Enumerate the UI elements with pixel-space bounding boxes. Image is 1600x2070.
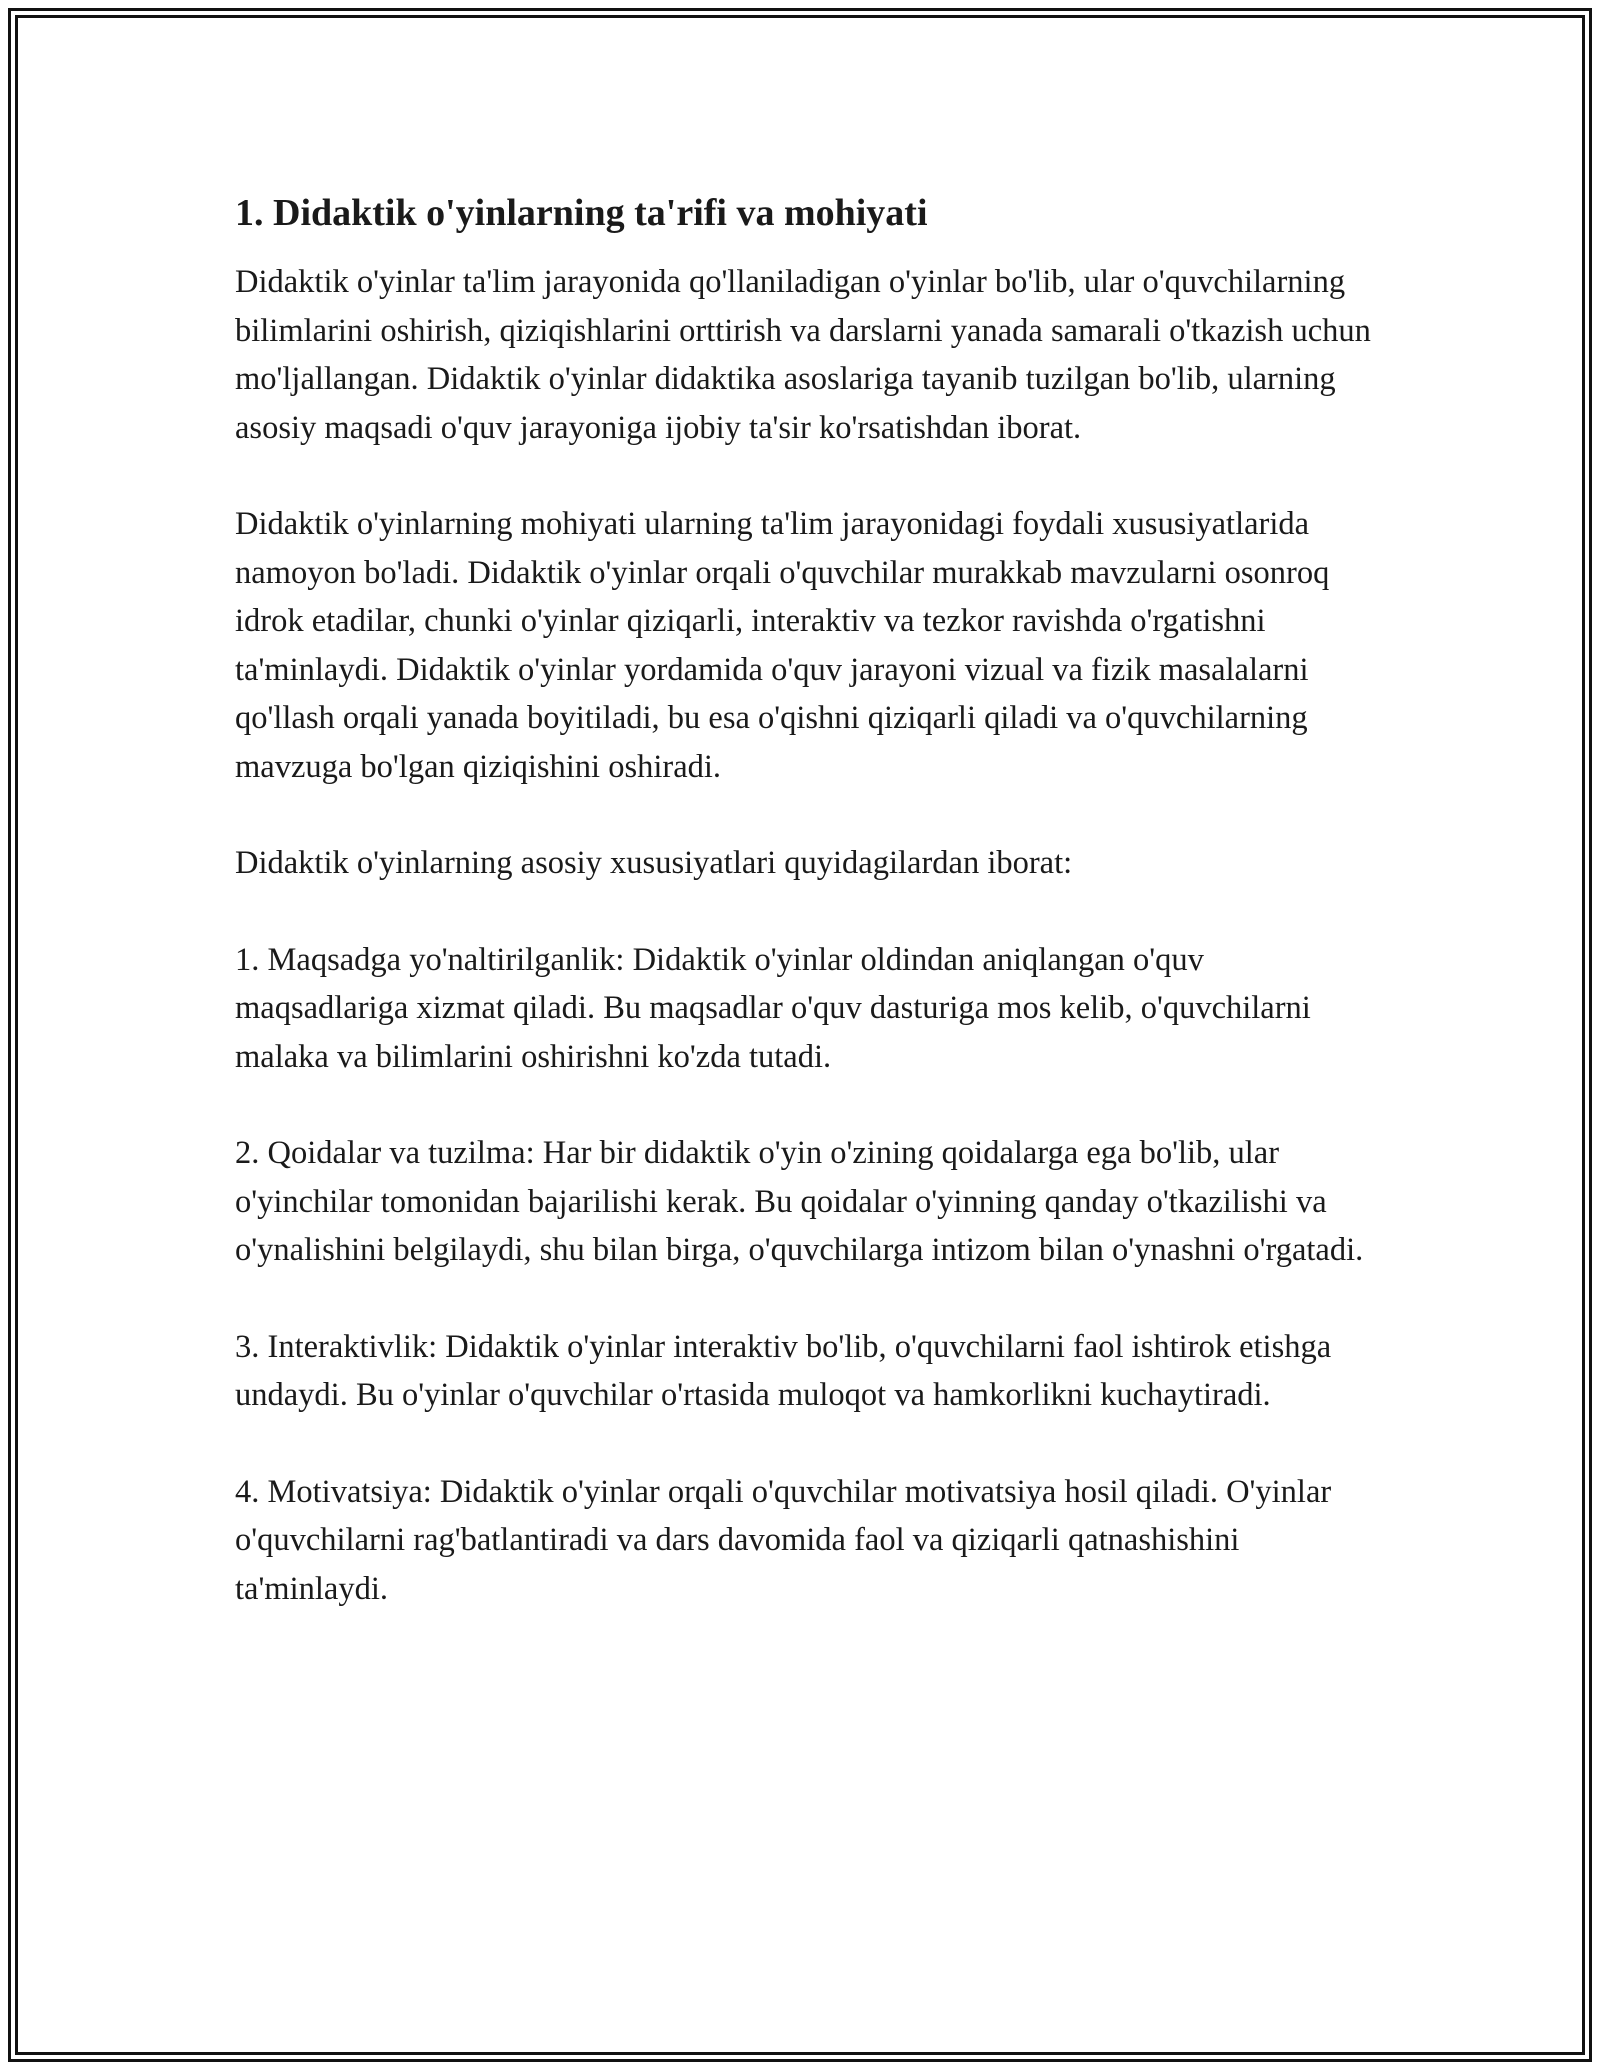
list-item-purpose: 1. Maqsadga yo'naltirilganlik: Didaktik o'yinlar oldindan aniqlangan o'quv maqsadlariga xizmat qiladi. Bu maqsadlar o'quv dasturiga mos kelib, o'quvchilarni malaka va bilimlarini oshirishni ko'zda tutadi. <box>235 941 1311 1075</box>
list-item-interactivity: 3. Interaktivlik: Didaktik o'yinlar interaktiv bo'lib, o'quvchilarni faol ishtirok etishga undaydi. Bu o'yinlar o'quvchilar o'rtasida muloqot va hamkorlikni kuchaytiradi. <box>235 1328 1332 1413</box>
document-body <box>235 188 1375 1661</box>
list-item-motivation: 4. Motivatsiya: Didaktik o'yinlar orqali o'quvchilar motivatsiya hosil qiladi. O'yinlar o'quvchilarni rag'batlantiradi va dars davomida faol va qiziqarli qatnashishini ta'minlaydi. <box>235 1473 1332 1607</box>
section-heading: 1. Didaktik o'yinlarning ta'rifi va mohiyati <box>235 192 928 234</box>
paragraph-definition: Didaktik o'yinlar ta'lim jarayonida qo'llaniladigan o'yinlar bo'lib, ular o'quvchilarning bilimlarini oshirish, qiziqishlarini orttirish va darslarni yanada samarali o'tkazish uchun mo'ljallangan. Didaktik o'yinlar didaktika asoslariga tayanib tuzilgan bo'lib, ularning asosiy maqsadi o'quv jarayoniga ijobiy ta'sir ko'rsatishdan iborat. <box>235 264 1371 446</box>
paragraph-features-intro: Didaktik o'yinlarning asosiy xususiyatlari quyidagilardan iborat: <box>235 845 1073 881</box>
paragraph-essence: Didaktik o'yinlarning mohiyati ularning ta'lim jarayonidagi foydali xususiyatlarida namoyon bo'ladi. Didaktik o'yinlar orqali o'quvchilar murakkab mavzularni osonroq idrok etadilar, chunki o'yinlar qiziqarli, interaktiv va tezkor ravishda o'rgatishni ta'minlaydi. Didaktik o'yinlar yordamida o'quv jarayoni vizual va fizik masalalarni qo'llash orqali yanada boyitiladi, bu esa o'qishni qiziqarli qiladi va o'quvchilarning mavzuga bo'lgan qiziqishini oshiradi. <box>235 506 1330 785</box>
list-item-rules: 2. Qoidalar va tuzilma: Har bir didaktik o'yin o'zining qoidalarga ega bo'lib, ular o'yinchilar tomonidan bajarilishi kerak. Bu qoidalar o'yinning qanday o'tkazilishi va o'ynalishini belgilaydi, shu bilan birga, o'quvchilarga intizom bilan o'ynashni o'rgatadi. <box>235 1135 1364 1268</box>
